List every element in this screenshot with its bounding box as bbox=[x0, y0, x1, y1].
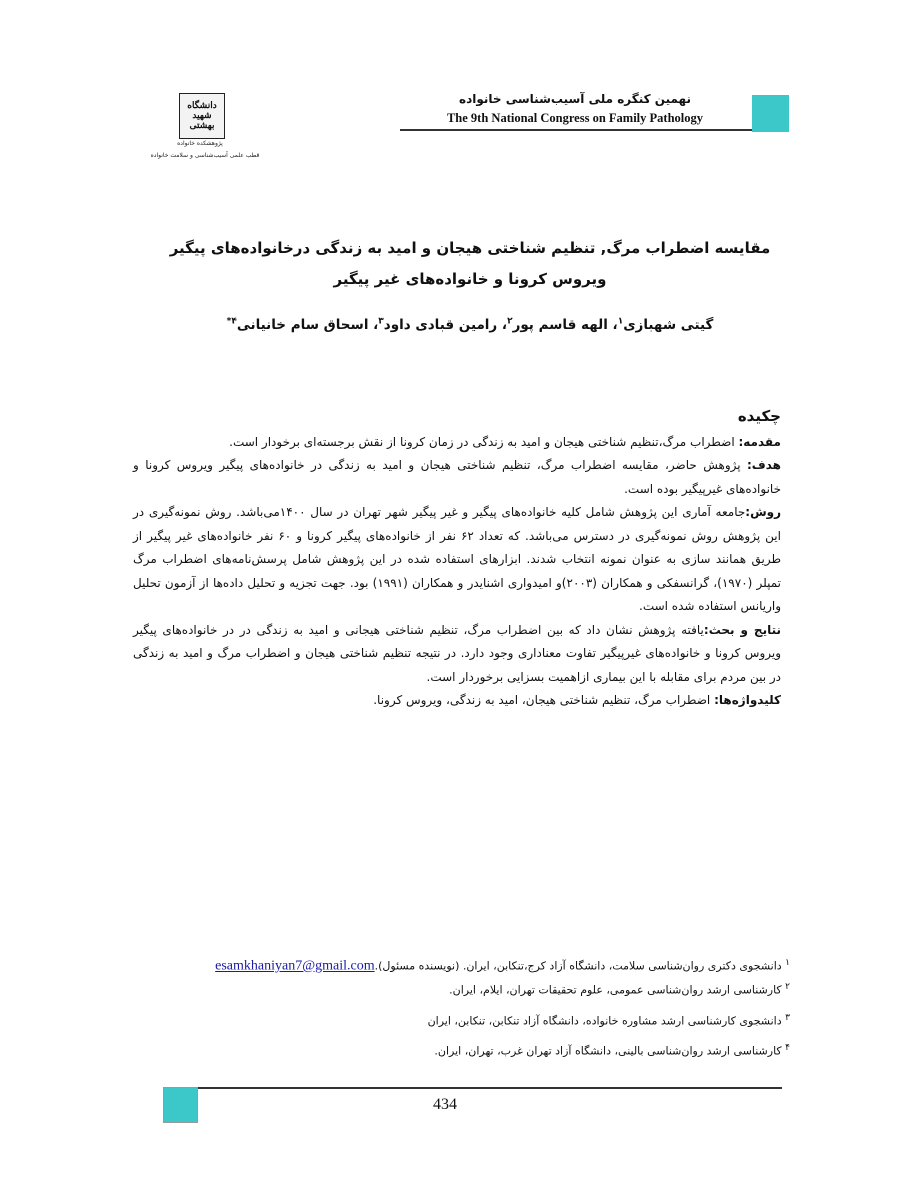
footnote: $^۴$ کارشناسی ارشد روان‌شناسی بالینی، دانشگاه آزاد تهران غرب، تهران، ایران. bbox=[434, 1043, 790, 1058]
author: رامین قبادی داود$^۳$، bbox=[368, 316, 498, 333]
author: الهه قاسم پور$^۲$، bbox=[497, 316, 608, 333]
abstract-heading: چکیده bbox=[737, 407, 781, 425]
congress-title-en: The 9th National Congress on Family Pathology bbox=[446, 111, 704, 125]
author-footnote-ref: ۱ bbox=[617, 316, 624, 326]
author-email-link[interactable]: esamkhaniyan7@gmail.com bbox=[215, 958, 375, 974]
footnote: $^۲$ کارشناسی ارشد روان‌شناسی عمومی، علوم تحقیقات تهران، ایلام، ایران. bbox=[449, 982, 790, 997]
paper-title-line-2: ویروس کرونا و خانواده‌های غیر پیگیر bbox=[333, 270, 607, 288]
author-list bbox=[160, 316, 780, 333]
abstract-aim: هدف: پژوهش حاضر، مقایسه اضطراب مرگ، تنظیم شناختی هیجان و امید به زندگی در خانواده‌های پیگیر ویروس کرونا و خانواده‌های غیرپیگیر بوده است. bbox=[133, 458, 781, 496]
abstract-introduction: مقدمه: اضطراب مرگ،تنظیم شناختی هیجان و امید به زندگی در زمان کرونا از نقش برجسته‌ای برخودار است. bbox=[229, 434, 781, 449]
author-footnote-ref: ۴* bbox=[226, 316, 237, 326]
paper-title bbox=[160, 233, 780, 295]
header-divider bbox=[400, 129, 752, 131]
author: اسحاق سام خانیانی$^{۴*}$ bbox=[226, 316, 369, 333]
footer-accent-square bbox=[163, 1087, 198, 1123]
abstract-keywords: کلیدواژه‌ها: اضطراب مرگ، تنظیم شناختی هیجان، امید به زندگی، ویروس کرونا. bbox=[373, 693, 781, 707]
congress-title-fa: نهمین کنگره ملی آسیب‌شناسی خانواده bbox=[459, 92, 691, 106]
author-footnote-ref: ۲ bbox=[507, 316, 513, 326]
abstract-section bbox=[133, 405, 781, 713]
university-logo bbox=[179, 93, 225, 139]
logo-caption-institute: پژوهشکده خانواده bbox=[177, 140, 223, 147]
page-number: 434 bbox=[433, 1096, 457, 1113]
footnote: $^۳$ دانشجوی کارشناسی ارشد مشاوره خانواده، دانشگاه آزاد تنکابن، تنکابن، ایران bbox=[427, 1013, 790, 1028]
footnote: $^۱$ دانشجوی دکتری روان‌شناسی سلامت، دانشگاه آزاد کرج،تنکابن، ایران. (نویسنده مسئول).esamkhaniyan7@gmail.com bbox=[215, 958, 790, 974]
logo-caption-center: قطب علمی آسیب‌شناسی و سلامت خانواده bbox=[150, 152, 260, 159]
header-accent-square bbox=[752, 95, 789, 132]
logo-text: دانشگاه شهید بهشتی bbox=[187, 101, 217, 131]
abstract-method: روش:جامعه آماری این پژوهش شامل کلیه خانواده‌های پیگیر و غیر پیگیر شهر تهران در سال ۱۴۰۰می‌باشد. روش نمونه‌گیری در این پژوهش روش نمونه‌گیری در دسترس می‌باشد. که تعداد ۶۲ نفر از خانواده‌های پیگیر کرونا و ۶۰ نفر خانواده‌های غیر پیگیر از طریق همانند سازی به عنوان نمونه انتخاب شدند. ابزارهای استفاده شده در این پژوهش شامل پرسش‌نامه‌های اضطراب مرگ تمپلر (۱۹۷۰)، گرانسفکی و همکاران (۲۰۰۳)و امیدواری اشنایدر و همکاران (۱۹۹۱) بود. جهت تجزیه و تحلیل داده‌ها از آزمون تحلیل واریانس استفاده شده است. bbox=[133, 505, 781, 613]
author-footnote-ref: ۳ bbox=[378, 316, 384, 326]
author: گیتی شهبازی$^۱$، bbox=[607, 316, 714, 333]
abstract-results: نتایج و بحث:یافته پژوهش نشان داد که بین اضطراب مرگ، تنظیم شناختی هیجانی و امید به زندگی در در خانواده‌های پیگیر ویروس کرونا و خانواده‌های غیرپیگیر تفاوت معناداری وجود دارد. در نتیجه تنظیم شناختی هیجان و اضطراب مرگ و امید به زندگی در بین مردم برای مقابله با این بیماری ازاهمیت بسزایی برخوردار است. bbox=[133, 622, 781, 684]
footer-divider bbox=[198, 1087, 782, 1089]
paper-title-line-1: مقایسه اضطراب مرگ, تنظیم شناختی هیجان و امید به زندگی درخانواده‌های پیگیر bbox=[169, 239, 771, 257]
